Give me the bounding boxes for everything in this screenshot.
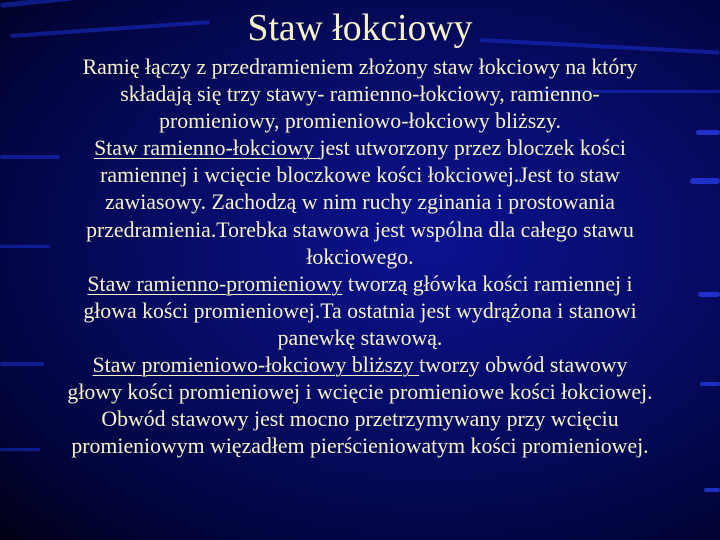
paragraph-1-line-1 bbox=[0, 135, 720, 162]
streak bbox=[704, 488, 720, 492]
paragraph-1-line-4: przedramienia.Torebka stawowa jest wspólna dla całego stawu bbox=[86, 217, 634, 242]
paragraph-3-line-1-rest: tworzy obwód stawowy bbox=[419, 353, 628, 378]
intro-line-1: Ramię łączy z przedramieniem złożony staw łokciowy na który bbox=[82, 55, 638, 79]
paragraph-3-line-3: Obwód stawowy jest mocno przetrzymywany przy wcięciu bbox=[101, 407, 619, 432]
paragraph-2-line-3: panewkę stawową. bbox=[277, 325, 443, 350]
paragraph-2-line-2: głowa kości promieniowej.Ta ostatnia jest wydrążona i stanowi bbox=[83, 298, 637, 323]
paragraph-1-line-5: łokciowego. bbox=[306, 244, 414, 269]
slide-body bbox=[0, 54, 720, 460]
intro-line-2: składają się trzy stawy- ramienno-łokciowy, ramienno- bbox=[120, 82, 600, 107]
paragraph-2-line-1 bbox=[0, 271, 720, 298]
paragraph-3-line-1 bbox=[0, 352, 720, 379]
paragraph-3-line-2: głowy kości promieniowej i wcięcie promieniowe kości łokciowej. bbox=[67, 380, 653, 405]
paragraph-2-line-1-rest: tworzą główka kości ramiennej i bbox=[342, 271, 633, 296]
intro-line-3: promieniowy, promieniowo-łokciowy bliższy. bbox=[159, 109, 561, 134]
paragraph-3-line-4: promieniowym więzadłem pierścieniowatym kości promieniowej. bbox=[71, 434, 649, 459]
paragraph-1-line-1-rest: jest utworzony przez bloczek kości bbox=[319, 136, 626, 161]
paragraph-1-line-3: zawiasowy. Zachodzą w nim ruchy zginania i prostowania bbox=[105, 190, 615, 215]
term-ramienno-promieniowy: Staw ramienno-promieniowy bbox=[87, 271, 343, 296]
slide-title: Staw łokciowy bbox=[247, 7, 473, 49]
paragraph-1-line-2: ramiennej i wcięcie bloczkowe kości łokciowej.Jest to staw bbox=[100, 163, 620, 188]
term-promieniowo-lokciowy-blizszy: Staw promieniowo-łokciowy bliższy bbox=[92, 353, 420, 378]
term-ramienno-lokciowy: Staw ramienno-łokciowy bbox=[94, 136, 320, 161]
